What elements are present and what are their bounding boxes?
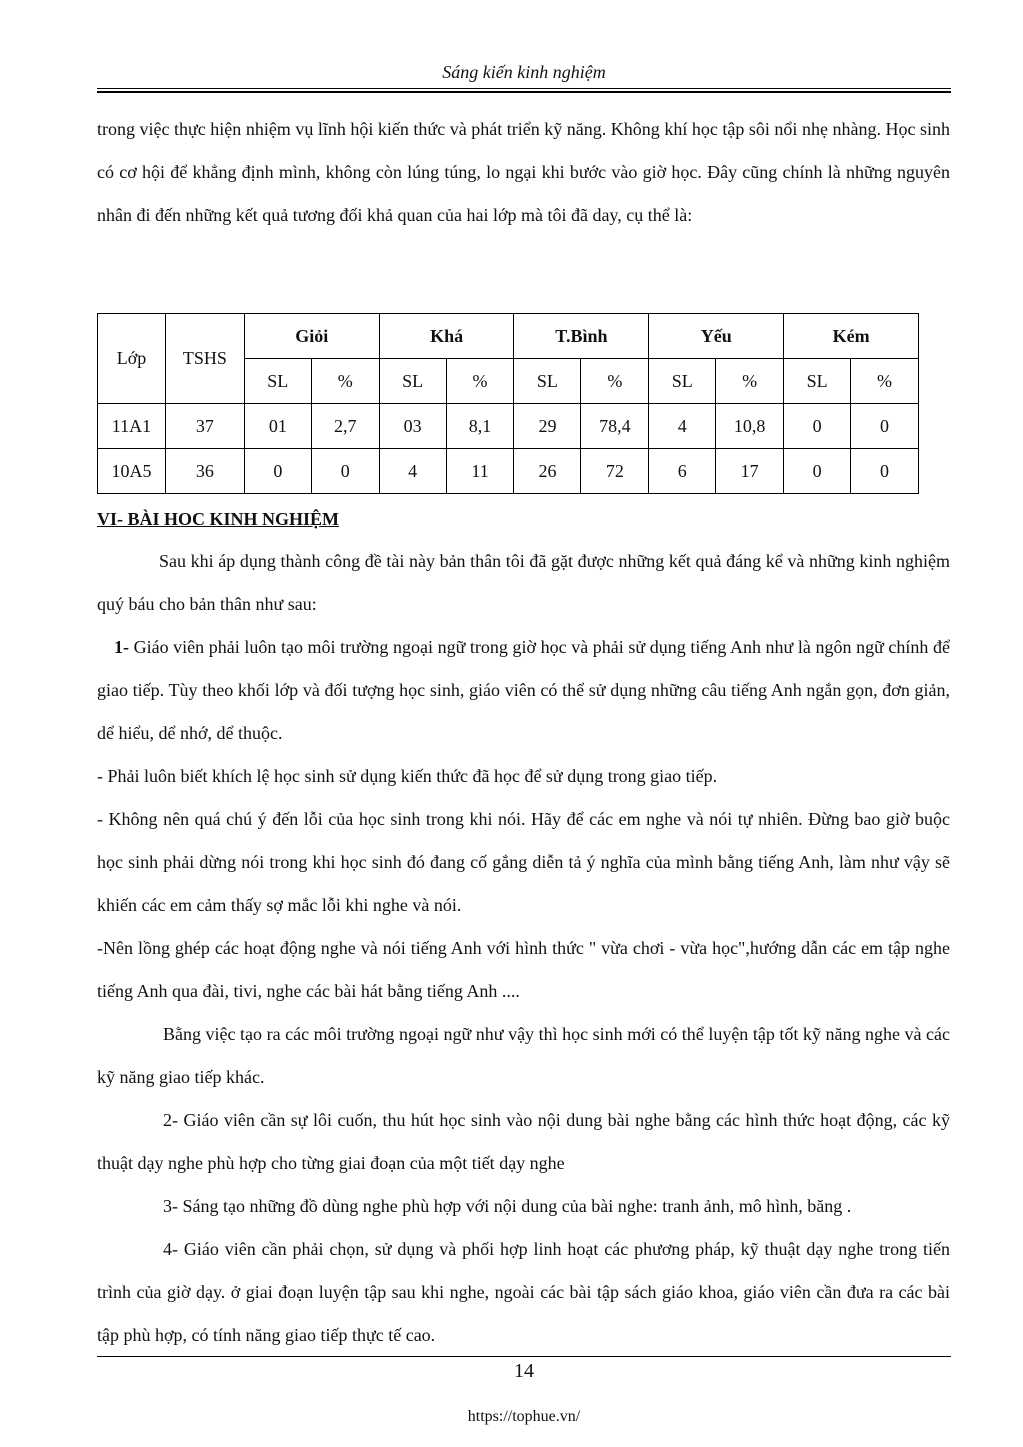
page-number: 14 xyxy=(514,1360,534,1382)
sub-sl: SL xyxy=(514,359,581,404)
table-cell: 10A5 xyxy=(98,449,166,494)
lesson-1-text: Giáo viên phải luôn tạo môi trường ngoại ngữ trong giờ học và phải sử dụng tiếng Anh như là ngôn ngữ chính để giao tiếp. Tùy theo khối lớp và đối tượng học sinh, giáo viên có thể sử dụng những câu tiếng Anh ngắn gọn, đơn giản, dể hiểu, dể nhớ, dể thuộc. xyxy=(97,637,950,743)
lessons-body xyxy=(97,540,950,1357)
table-header-row xyxy=(98,314,919,359)
table-cell: 6 xyxy=(649,449,716,494)
table-cell: 11 xyxy=(446,449,514,494)
header-rule xyxy=(97,88,951,89)
bullet-1: - Phải luôn biết khích lệ học sinh sử dụng kiến thức đã học để sử dụng trong giao tiếp. xyxy=(97,766,718,786)
sub-pct: % xyxy=(581,359,649,404)
sub-pct: % xyxy=(716,359,784,404)
table-cell: 0 xyxy=(784,404,851,449)
section-heading: VI- BÀI HOC KINH NGHIỆM xyxy=(97,509,340,529)
table-cell: 0 xyxy=(244,449,311,494)
table-cell: 8,1 xyxy=(446,404,514,449)
page-header-title: Sáng kiến kinh nghiệm xyxy=(442,62,606,82)
sub-pct: % xyxy=(851,359,919,404)
table-cell: 72 xyxy=(581,449,649,494)
sub-sl: SL xyxy=(649,359,716,404)
sub-sl: SL xyxy=(379,359,446,404)
table-row xyxy=(98,449,919,494)
results-table xyxy=(97,313,919,494)
table-cell: 01 xyxy=(244,404,311,449)
footer-rule xyxy=(97,1356,951,1357)
table-cell: 37 xyxy=(165,404,244,449)
environment-paragraph: Bằng việc tạo ra các môi trường ngoại ngữ như vậy thì học sinh mới có thể luyện tập tốt kỹ năng nghe và các kỹ năng giao tiếp khác. xyxy=(97,1024,950,1087)
lessons-intro-paragraph: Sau khi áp dụng thành công đề tài này bản thân tôi đã gặt được những kết quả đáng kể và những kinh nghiệm quý báu cho bản thân như sau: xyxy=(97,551,950,614)
table-cell: 36 xyxy=(165,449,244,494)
table-cell: 10,8 xyxy=(716,404,784,449)
header-tshs: TSHS xyxy=(165,314,244,404)
table-cell: 26 xyxy=(514,449,581,494)
header-gioi: Giỏi xyxy=(244,314,379,359)
bullet-2: - Không nên quá chú ý đến lỗi của học sinh trong khi nói. Hãy để các em nghe và nói tự nhiên. Đừng bao giờ buộc học sinh phải dừng nói trong khi học sinh đó đang cố gắng diễn tả ý nghĩa của mình bằng tiếng Anh, làm như vậy sẽ khiến các em cảm thấy sợ mắc lỗi khi nghe và nói. xyxy=(97,809,950,915)
table-cell: 11A1 xyxy=(98,404,166,449)
table-cell: 0 xyxy=(311,449,379,494)
table-cell: 29 xyxy=(514,404,581,449)
table-cell: 03 xyxy=(379,404,446,449)
sub-sl: SL xyxy=(244,359,311,404)
table-cell: 0 xyxy=(851,449,919,494)
lesson-3-paragraph: 3- Sáng tạo những đồ dùng nghe phù hợp với nội dung của bài nghe: tranh ảnh, mô hình, băng . xyxy=(163,1196,852,1216)
table-cell: 4 xyxy=(379,449,446,494)
lesson-4-paragraph: 4- Giáo viên cần phải chọn, sử dụng và phối hợp linh hoạt các phương pháp, kỹ thuật dạy nghe trong tiến trình của giờ dạy. ở giai đoạn luyện tập sau khi nghe, ngoài các bài tập sách giáo khoa, giáo viên cần đưa ra các bài tập phù hợp, có tính năng giao tiếp thực tế cao. xyxy=(97,1239,950,1345)
table-cell: 0 xyxy=(784,449,851,494)
header-yeu: Yếu xyxy=(649,314,784,359)
sub-pct: % xyxy=(446,359,514,404)
lesson-1-number: 1- xyxy=(114,637,129,657)
table-cell: 4 xyxy=(649,404,716,449)
table-cell: 2,7 xyxy=(311,404,379,449)
table-cell: 0 xyxy=(851,404,919,449)
lesson-2-paragraph: 2- Giáo viên cần sự lôi cuốn, thu hút học sinh vào nội dung bài nghe bằng các hình thức hoạt động, các kỹ thuật dạy nghe phù hợp cho từng giai đoạn của một tiết dạy nghe xyxy=(97,1110,950,1173)
header-rule-thick xyxy=(97,91,951,93)
header-lop: Lớp xyxy=(98,314,166,404)
sub-pct: % xyxy=(311,359,379,404)
sub-sl: SL xyxy=(784,359,851,404)
header-kha: Khá xyxy=(379,314,514,359)
lesson-1-paragraph xyxy=(97,626,950,755)
intro-paragraph: trong việc thực hiện nhiệm vụ lĩnh hội kiến thức và phát triển kỹ năng. Không khí học tập sôi nổi nhẹ nhàng. Học sinh có cơ hội để khẳng định mình, không còn lúng túng, lo ngại khi bước vào giờ học. Đây cũng chính là những nguyên nhân đi đến những kết quả tương đối khả quan của hai lớp mà tôi đã day, cụ thể là: xyxy=(97,119,950,225)
bullet-3: -Nên lồng ghép các hoạt động nghe và nói tiếng Anh với hình thức " vừa chơi - vừa học",hướng dẫn các em tập nghe tiếng Anh qua đài, tivi, nghe các bài hát bằng tiếng Anh .... xyxy=(97,938,950,1001)
table-row xyxy=(98,404,919,449)
header-kem: Kém xyxy=(784,314,919,359)
footer-url[interactable]: https://tophue.vn/ xyxy=(467,1408,581,1425)
header-tbinh: T.Bình xyxy=(514,314,649,359)
table-cell: 17 xyxy=(716,449,784,494)
table-cell: 78,4 xyxy=(581,404,649,449)
